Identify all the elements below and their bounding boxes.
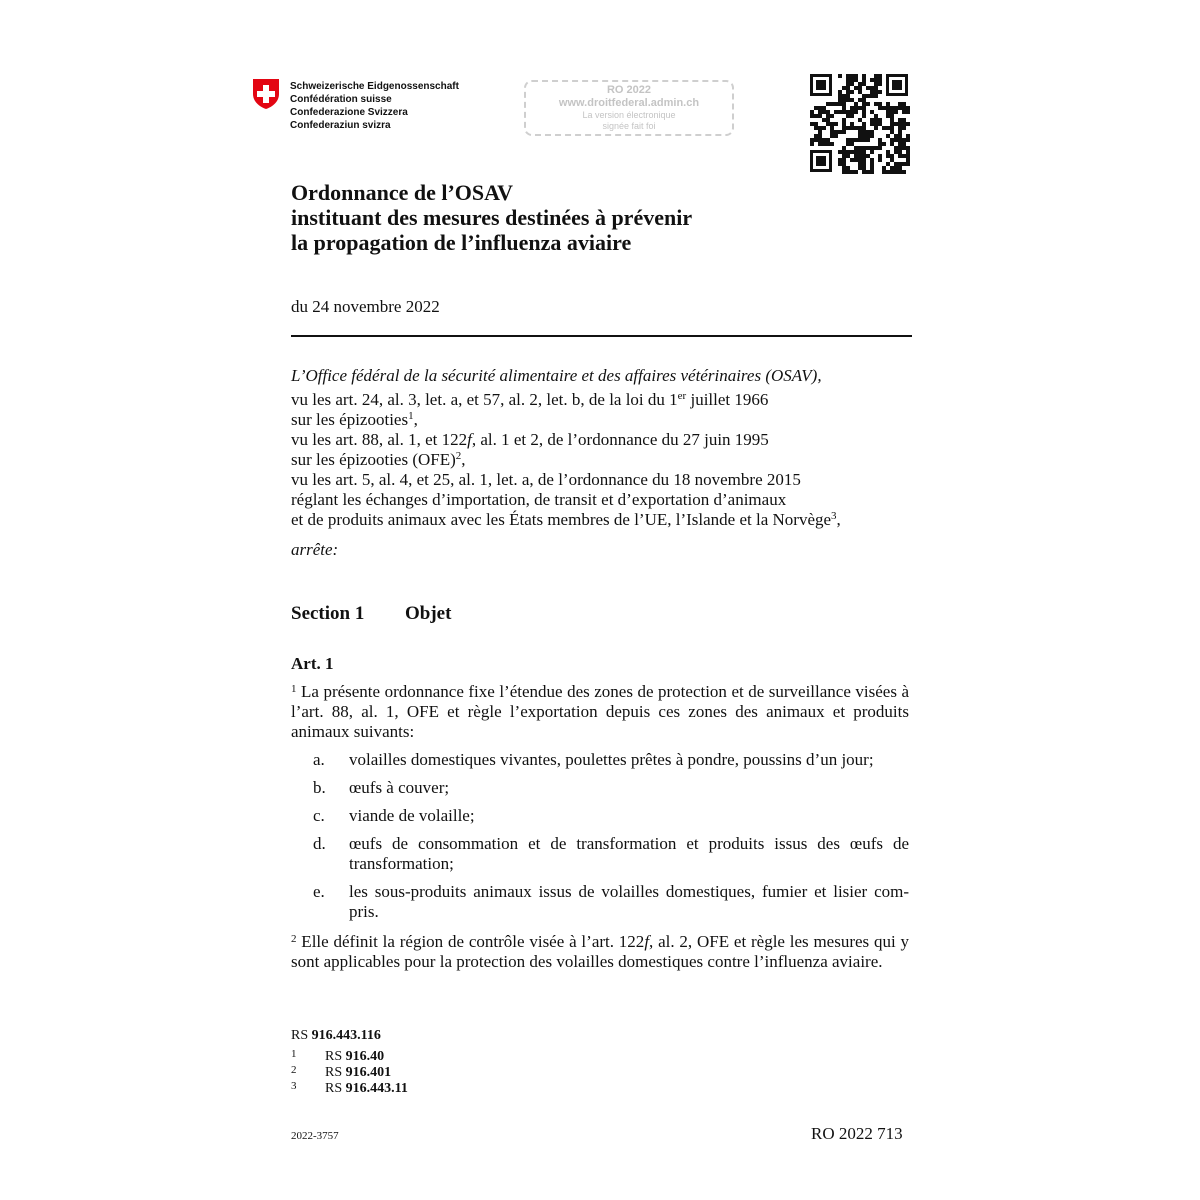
stamp-note-1: La version électronique — [582, 110, 676, 120]
title-line-3: la propagation de l’influenza aviaire — [291, 230, 632, 255]
article-heading: Art. 1 — [291, 654, 334, 673]
footnote: 1 RS 916.40 — [291, 1048, 385, 1064]
list-item: a. volailles domestiques vivantes, poulettes prêtes à pondre, poussins d’un jour; — [313, 750, 874, 769]
footnote: 3 RS 916.443.11 — [291, 1080, 408, 1096]
document-title — [291, 180, 692, 255]
confederation-name-block — [290, 80, 459, 132]
preamble — [291, 366, 912, 530]
preamble-decision: arrête: — [291, 540, 339, 559]
preamble-line-3: vu les art. 88, al. 1, et 122f, al. 1 et 2, de l’ordonnance du 27 juin 1995 — [291, 430, 769, 449]
section-heading — [291, 603, 451, 625]
title-line-1: Ordonnance de l’OSAV — [291, 180, 514, 205]
preamble-line-2: sur les épizooties$^1$, — [291, 410, 418, 429]
article-paragraph-2: $^2$ Elle définit la région de contrôle visée à l’art. 122f, al. 2, OFE et règle les mesures qui y sont applicables pour la protection des volailles domestiques contre l’influenza aviaire. — [291, 932, 909, 971]
title-line-2: instituant des mesures destinées à prévenir — [291, 205, 693, 230]
section-title: Objet — [405, 603, 452, 624]
confed-line-rm: Confederaziun svizra — [290, 120, 391, 131]
publication-reference: RO 2022 713 — [811, 1124, 903, 1143]
footnote: 2 RS 916.401 — [291, 1064, 392, 1080]
article-paragraph-1: $^1$ La présente ordonnance fixe l’étendue des zones de protection et de surveillance visées à l’art. 88, al. 1, OFE et règle l’exportation depuis ces zones des animaux et produits animaux suivants: — [291, 682, 909, 741]
preamble-line-7: et de produits animaux avec les États membres de l’UE, l’Islande et la Norvège$^3$, — [291, 510, 841, 529]
rs-reference: RS 916.443.116 — [291, 1028, 381, 1043]
stamp-url: www.droitfederal.admin.ch — [558, 97, 700, 109]
preamble-line-1: vu les art. 24, al. 3, let. a, et 57, al. 2, let. b, de la loi du 1er juillet 1966 — [291, 390, 769, 409]
qr-code-icon — [808, 72, 910, 174]
preamble-line-6: réglant les échanges d’importation, de transit et d’exportation d’animaux — [291, 490, 787, 509]
list-item: d. œufs de consommation et de transformation et produits issus des œufs de transformation; — [313, 834, 909, 873]
stamp-note-2: signée fait foi — [602, 121, 656, 131]
preamble-line-4: sur les épizooties (OFE)$^2$, — [291, 450, 466, 469]
section-number: Section 1 — [291, 603, 365, 624]
list-item: e. les sous-produits animaux issus de volailles domestiques, fumier et lisier com-pris. — [313, 882, 909, 921]
document-date: du 24 novembre 2022 — [291, 297, 440, 316]
document-number: 2022-3757 — [291, 1130, 339, 1142]
title-divider — [291, 335, 912, 337]
list-item: b. œufs à couver; — [313, 778, 450, 797]
list-item: c. viande de volaille; — [313, 806, 475, 825]
preamble-line-5: vu les art. 5, al. 4, et 25, al. 1, let. a, de l’ordonnance du 18 novembre 2015 — [291, 470, 801, 489]
preamble-authority: L’Office fédéral de la sécurité alimentaire et des affaires vétérinaires (OSAV), — [291, 366, 822, 385]
footnote-ref-1[interactable]: 1 — [408, 410, 414, 422]
confed-line-de: Schweizerische Eidgenossenschaft — [290, 81, 459, 92]
footnote-ref-2[interactable]: 2 — [455, 450, 462, 462]
confed-line-fr: Confédération suisse — [290, 94, 392, 105]
electronic-version-stamp — [524, 80, 734, 136]
footnote-ref-3[interactable]: 3 — [831, 510, 837, 522]
swiss-cross-logo — [252, 78, 280, 110]
stamp-ro: RO 2022 — [606, 84, 652, 96]
confed-line-it: Confederazione Svizzera — [290, 107, 408, 118]
